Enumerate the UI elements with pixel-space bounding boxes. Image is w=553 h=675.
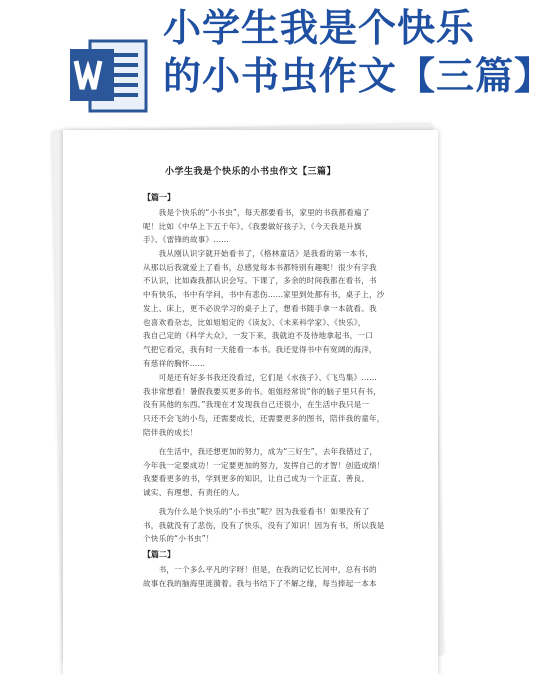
paragraph [143,563,423,590]
paragraph [143,371,423,440]
text-line: 中有快乐，书中有学问，书中有悲伤……家里到处都有书，桌子上，沙 [143,290,385,300]
paragraph [143,505,423,546]
header-banner [0,0,553,125]
banner-title-line-1: 小学生我是个快乐 [163,6,476,50]
text-line: 发上、床上，更不必说学习的桌子上了，想看书随手拿一本就看。我 [143,303,377,313]
document-page [63,130,438,675]
text-line: 陪伴我的成长！ [143,427,198,437]
text-line: 我自己定的《科学大众》，一发下来，我就迫不及待地拿起书，一口 [143,331,374,341]
banner-title [163,4,553,100]
text-line: 只还不会飞的小鸟，还需要成长，还需要更多的图书，陪伴我的童年， [143,414,385,424]
paragraph [143,247,423,370]
text-line: 故事在我的脑海里涟漪着。我与书结下了不解之缘，每当捧起一本本 [143,578,377,588]
text-line: 不认识，比如森我都认识会写。下课了，多余的时间我都在看书，书 [143,276,377,286]
text-line: 我要看更多的书，学到更多的知识，让自己成为一个正直、善良、 [143,474,370,484]
paragraph [143,206,423,247]
text-line: 书，我就没有了悲伤，没有了快乐，没有了知识！因为有书，所以我是 [143,520,385,530]
text-line: 个快乐的“小书虫”！ [143,534,214,544]
text-line: 从那以后我就爱上了看书，总感觉每本书都特别有趣呢！很少有字我 [143,262,377,272]
text-line: 没有其他的东西。”我现在才发现我自己还很小，在生活中我只是一 [143,400,370,410]
section-heading-2: 【篇二】 [143,550,175,559]
text-line: 在生活中，我还想更加的努力，成为“三好生”，去年我错过了， [143,447,378,456]
word-document-icon [68,35,150,117]
text-line: 我是个快乐的“小书虫”，每天都要看书，家里的书我都看遍了 [143,208,370,217]
paragraph [143,445,423,500]
text-line: 我为什么是个快乐的“小书虫”呢？因为我爱看书！如果没有了 [143,507,370,516]
text-line: 也喜欢看杂志，比如姐姐定的《读友》、《未来科学家》、《快乐》， [143,317,366,327]
text-line: 呢！比如《中华上下五千年》、《我要做好孩子》、《今天我是升旗 [143,221,362,231]
text-line: 诚实、有理想、有责任的人。 [143,488,245,498]
document-title: 小学生我是个快乐的小书虫作文【三篇】 [164,167,336,177]
text-line: 我从刚认识字就开始看书了，《格林童话》是我看的第一本书， [143,249,374,258]
text-line: 我非常想看！暑假我要买更多的书。姐姐经常说“你的脑子里只有书， [143,386,381,396]
banner-title-line-2: 的小书虫作文【三篇】 [163,54,553,98]
section-heading-1: 【篇一】 [143,193,175,202]
text-line: 可是还有好多书我还没看过，它们是《水孩子》、《飞鸟集》…… [143,373,378,382]
text-line: 手》、《雷锋的故事》…… [143,235,229,245]
text-line: 有慈祥的胸怀…… [143,358,206,368]
text-line: 气把它看完，我有时一天能看一本书。我还觉得书中有宽阔的海洋， [143,344,377,354]
text-line: 书，一个多么平凡的字呀！但是，在我的记忆长河中，总有书的 [143,565,377,574]
text-line: 今年我一定要成功！一定要更加的努力，发挥自己的才智！创造成绩！ [143,460,385,470]
